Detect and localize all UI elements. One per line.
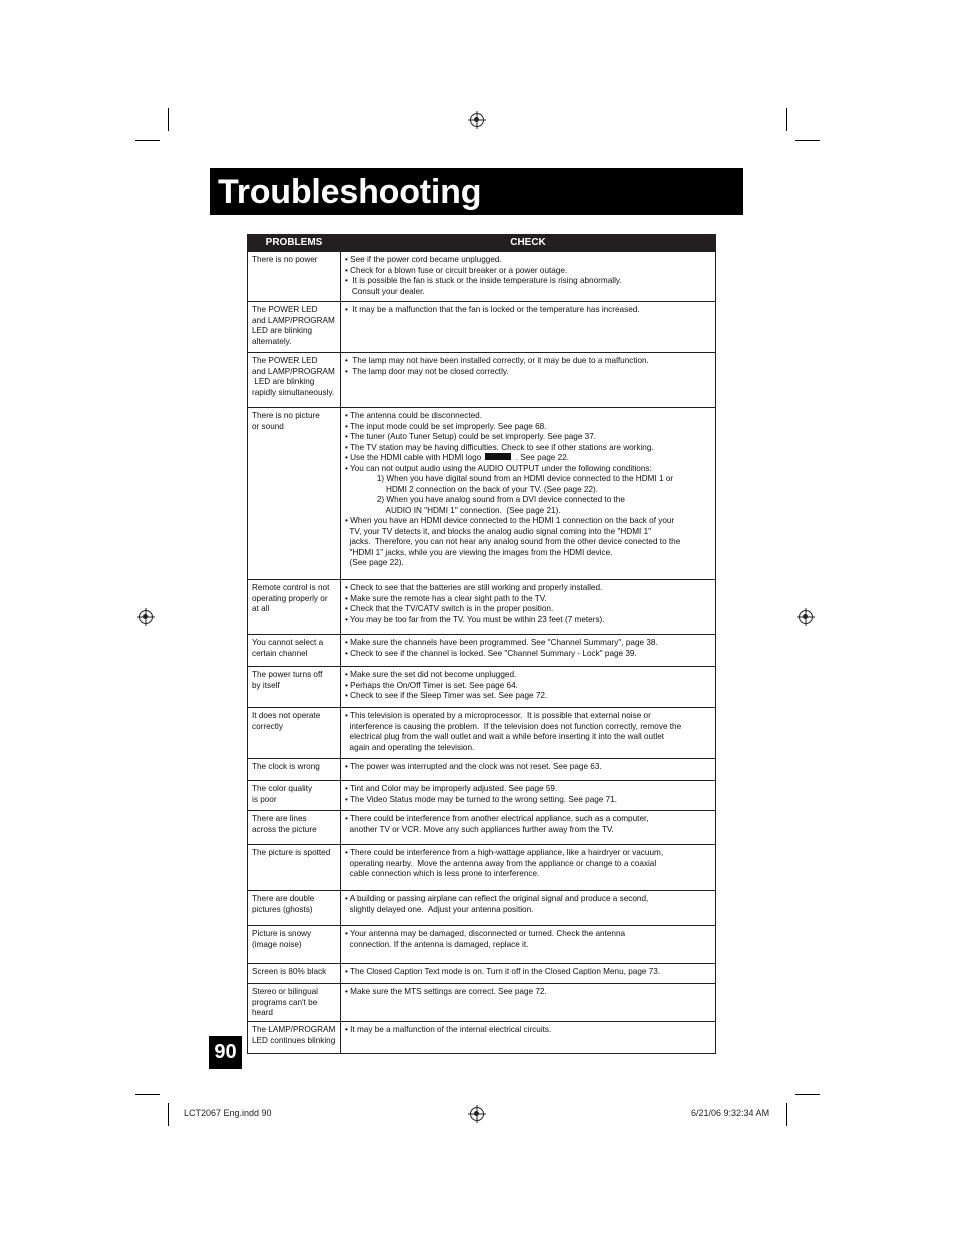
problem-text: There are lines bbox=[252, 814, 307, 823]
check-cell bbox=[341, 302, 716, 353]
check-cell bbox=[341, 964, 716, 984]
check-text: • Check to see if the channel is locked. See "Channel Summary - Lock" page 39. bbox=[345, 648, 637, 658]
problem-cell bbox=[248, 708, 341, 759]
problem-cell bbox=[248, 302, 341, 353]
table-row bbox=[248, 811, 716, 845]
table-header-row bbox=[248, 235, 716, 252]
check-text: • Make sure the set did not become unplugged. bbox=[345, 670, 517, 679]
troubleshooting-table bbox=[247, 234, 716, 1054]
check-text: • Check that the TV/CATV switch is in the proper position. bbox=[345, 604, 554, 613]
check-text: • This television is operated by a microprocessor. It is possible that external noise or bbox=[345, 711, 651, 720]
table-row bbox=[248, 708, 716, 759]
crop-mark bbox=[795, 1094, 820, 1095]
problem-text: Screen is 80% black bbox=[252, 967, 327, 976]
problem-cell bbox=[248, 891, 341, 926]
problem-text: You cannot select a bbox=[252, 638, 324, 647]
check-cell bbox=[341, 1022, 716, 1054]
crop-mark bbox=[786, 108, 787, 131]
table-row bbox=[248, 984, 716, 1022]
crop-mark bbox=[135, 1094, 160, 1095]
check-text: • It is possible the fan is stuck or the inside temperature is rising abnormally. bbox=[345, 276, 622, 285]
problem-text: It does not operate bbox=[252, 711, 321, 720]
check-text: "HDMI 1" jacks, while you are viewing the images from the HDMI device. bbox=[345, 547, 613, 557]
check-cell bbox=[341, 926, 716, 964]
check-cell bbox=[341, 667, 716, 708]
crop-mark bbox=[795, 140, 820, 141]
problem-text: The color quality bbox=[252, 784, 313, 793]
problem-text: There is no picture bbox=[252, 411, 320, 420]
check-text: • The tuner (Auto Tuner Setup) could be set improperly. See page 37. bbox=[345, 432, 597, 441]
check-text: interference is causing the problem. If the television does not function correctly, remove the bbox=[345, 721, 682, 731]
check-text: operating nearby. Move the antenna away from the appliance or change to a coaxial bbox=[345, 858, 657, 868]
table-row bbox=[248, 845, 716, 891]
problem-cell bbox=[248, 408, 341, 580]
problem-text: is poor bbox=[252, 794, 277, 804]
check-text: • It may be a malfunction of the internal electrical circuits. bbox=[345, 1025, 552, 1034]
check-text: again and operating the television. bbox=[345, 742, 475, 752]
check-text: • Check to see if the Sleep Timer was set. See page 72. bbox=[345, 691, 548, 700]
check-text: connection. If the antenna is damaged, replace it. bbox=[345, 939, 529, 949]
check-text: • Check to see that the batteries are still working and properly installed. bbox=[345, 583, 603, 592]
check-text: • The Closed Caption Text mode is on. Turn it off in the Closed Caption Menu, page 73. bbox=[345, 967, 661, 976]
check-text: • The TV station may be having difficulties. Check to see if other stations are working. bbox=[345, 442, 654, 452]
check-text: jacks. Therefore, you can not hear any analog sound from the other device conected to the bbox=[345, 537, 681, 546]
check-text: • Make sure the remote has a clear sight path to the TV. bbox=[345, 593, 547, 603]
problem-cell bbox=[248, 984, 341, 1022]
problem-text: Stereo or bilingual bbox=[252, 987, 318, 996]
check-text: cable connection which is less prone to interference. bbox=[345, 869, 540, 878]
check-cell bbox=[341, 708, 716, 759]
check-text: • There could be interference from a high-wattage appliance, like a hairdryer or vacuum, bbox=[345, 848, 664, 857]
check-text: • Check for a blown fuse or circuit breaker or a power outage. bbox=[345, 265, 568, 275]
problem-text: LED continues blinking bbox=[252, 1035, 336, 1045]
check-cell bbox=[341, 845, 716, 891]
check-text: • See if the power cord became unplugged. bbox=[345, 255, 502, 264]
registration-mark-icon bbox=[799, 610, 813, 624]
check-cell bbox=[341, 635, 716, 667]
check-text: • The lamp may not have been installed correctly, or it may be due to a malfunction. bbox=[345, 356, 649, 365]
problem-cell bbox=[248, 759, 341, 781]
problem-text: operating properly or bbox=[252, 593, 328, 603]
problem-text: (image noise) bbox=[252, 939, 302, 949]
check-text: 1) When you have digital sound from an HDMI device connected to the HDMI 1 or bbox=[345, 474, 674, 483]
problem-text: The power turns off bbox=[252, 670, 323, 679]
check-text: • When you have an HDMI device connected to the HDMI 1 connection on the back of your bbox=[345, 516, 675, 525]
title-bar bbox=[210, 168, 743, 215]
table-row bbox=[248, 759, 716, 781]
check-text: • The input mode could be set improperly. See page 68. bbox=[345, 421, 547, 431]
table-row bbox=[248, 891, 716, 926]
problem-cell bbox=[248, 353, 341, 408]
check-text: electrical plug from the wall outlet and wait a while before inserting it into the wall outlet bbox=[345, 732, 665, 741]
check-text: • The Video Status mode may be turned to the wrong setting. See page 71. bbox=[345, 794, 618, 804]
table-row bbox=[248, 408, 716, 580]
problem-cell bbox=[248, 252, 341, 302]
crop-mark bbox=[168, 108, 169, 131]
problem-text: pictures (ghosts) bbox=[252, 904, 313, 914]
check-text: • There could be interference from another electrical appliance, such as a computer, bbox=[345, 814, 649, 823]
check-cell bbox=[341, 252, 716, 302]
check-text: TV, your TV detects it, and blocks the analog audio signal coming into the "HDMI 1" bbox=[345, 526, 652, 536]
crop-mark bbox=[786, 1103, 787, 1126]
table-row bbox=[248, 926, 716, 964]
check-text: • Use the HDMI cable with HDMI logo . See page 22. bbox=[345, 453, 570, 462]
problem-text: Remote control is not bbox=[252, 583, 330, 592]
check-text: HDMI 2 connection on the back of your TV. (See page 22). bbox=[345, 484, 599, 494]
check-cell bbox=[341, 891, 716, 926]
check-cell bbox=[341, 984, 716, 1022]
check-cell bbox=[341, 811, 716, 845]
problem-cell bbox=[248, 667, 341, 708]
problem-text: programs can't be bbox=[252, 997, 318, 1007]
footer-filename: LCT2067 Eng.indd 90 bbox=[184, 1108, 272, 1118]
page-title: Troubleshooting bbox=[218, 173, 482, 211]
registration-mark-icon bbox=[470, 113, 484, 127]
crop-mark bbox=[168, 1103, 169, 1126]
problem-cell bbox=[248, 1022, 341, 1054]
check-text: • You can not output audio using the AUDIO OUTPUT under the following conditions: bbox=[345, 463, 652, 473]
problem-text: at all bbox=[252, 604, 270, 613]
problem-cell bbox=[248, 635, 341, 667]
table-row bbox=[248, 252, 716, 302]
header-check: CHECK bbox=[341, 235, 716, 252]
problem-text: The POWER LED bbox=[252, 305, 318, 314]
table-row bbox=[248, 781, 716, 811]
check-text: 2) When you have analog sound from a DVI device connected to the bbox=[345, 495, 625, 504]
check-text: • Your antenna may be damaged, disconnected or turned. Check the antenna bbox=[345, 929, 626, 938]
check-text: • It may be a malfunction that the fan is locked or the temperature has increased. bbox=[345, 305, 640, 314]
table-row bbox=[248, 353, 716, 408]
table-row bbox=[248, 302, 716, 353]
registration-mark-icon bbox=[470, 1107, 484, 1121]
problem-text: Picture is snowy bbox=[252, 929, 312, 938]
problem-cell bbox=[248, 580, 341, 635]
problem-text: correctly bbox=[252, 721, 283, 731]
registration-mark-icon bbox=[139, 610, 153, 624]
table-body bbox=[248, 252, 716, 1054]
table-row bbox=[248, 580, 716, 635]
check-cell bbox=[341, 408, 716, 580]
check-text: • The power was interrupted and the clock was not reset. See page 63. bbox=[345, 762, 602, 771]
check-cell bbox=[341, 353, 716, 408]
check-text: • A building or passing airplane can reflect the original signal and produce a second, bbox=[345, 894, 649, 903]
problem-text: The clock is wrong bbox=[252, 762, 320, 771]
problem-cell bbox=[248, 845, 341, 891]
problem-cell bbox=[248, 926, 341, 964]
problem-text: There are double bbox=[252, 894, 315, 903]
header-problems: PROBLEMS bbox=[248, 235, 341, 252]
hdmi-logo-icon bbox=[485, 453, 511, 460]
problem-text: rapidly simultaneously. bbox=[252, 387, 335, 397]
problem-text: by itself bbox=[252, 680, 280, 690]
problem-text: or sound bbox=[252, 421, 284, 431]
footer-datetime: 6/21/06 9:32:34 AM bbox=[691, 1108, 770, 1118]
problem-text: The LAMP/PROGRAM bbox=[252, 1025, 336, 1034]
check-text: (See page 22). bbox=[345, 558, 404, 567]
table-row bbox=[248, 635, 716, 667]
check-cell bbox=[341, 580, 716, 635]
crop-mark bbox=[135, 140, 160, 141]
check-text: Consult your dealer. bbox=[345, 286, 425, 296]
check-text: • The lamp door may not be closed correctly. bbox=[345, 366, 509, 376]
check-text: • You may be too far from the TV. You must be within 23 feet (7 meters). bbox=[345, 614, 605, 624]
check-text: • Perhaps the On/Off Timer is set. See page 64. bbox=[345, 680, 518, 690]
table-row bbox=[248, 1022, 716, 1054]
problem-text: alternately. bbox=[252, 336, 292, 346]
problem-cell bbox=[248, 964, 341, 984]
problem-text: LED are blinking bbox=[252, 326, 313, 335]
problem-text: across the picture bbox=[252, 824, 317, 834]
check-text: another TV or VCR. Move any such appliances further away from the TV. bbox=[345, 824, 614, 834]
problem-cell bbox=[248, 781, 341, 811]
check-cell bbox=[341, 781, 716, 811]
check-text: AUDIO IN "HDMI 1" connection. (See page 21). bbox=[345, 505, 561, 515]
table-row bbox=[248, 964, 716, 984]
problem-text: The POWER LED bbox=[252, 356, 318, 365]
check-text: • Make sure the channels have been programmed. See "Channel Summary", page 38. bbox=[345, 638, 658, 647]
check-text: • The antenna could be disconnected. bbox=[345, 411, 483, 420]
problem-text: and LAMP/PROGRAM bbox=[252, 366, 335, 376]
problem-text: heard bbox=[252, 1008, 273, 1017]
problem-text: The picture is spotted bbox=[252, 848, 331, 857]
check-text: • Tint and Color may be improperly adjusted. See page 59. bbox=[345, 784, 558, 793]
page-number: 90 bbox=[209, 1036, 242, 1069]
problem-text: certain channel bbox=[252, 648, 308, 658]
problem-text: LED are blinking bbox=[252, 377, 315, 386]
check-text: • Make sure the MTS settings are correct. See page 72. bbox=[345, 987, 547, 996]
table-row bbox=[248, 667, 716, 708]
check-cell bbox=[341, 759, 716, 781]
problem-text: There is no power bbox=[252, 255, 318, 264]
check-text: slightly delayed one. Adjust your antenna position. bbox=[345, 904, 534, 914]
problem-text: and LAMP/PROGRAM bbox=[252, 315, 335, 325]
problem-cell bbox=[248, 811, 341, 845]
